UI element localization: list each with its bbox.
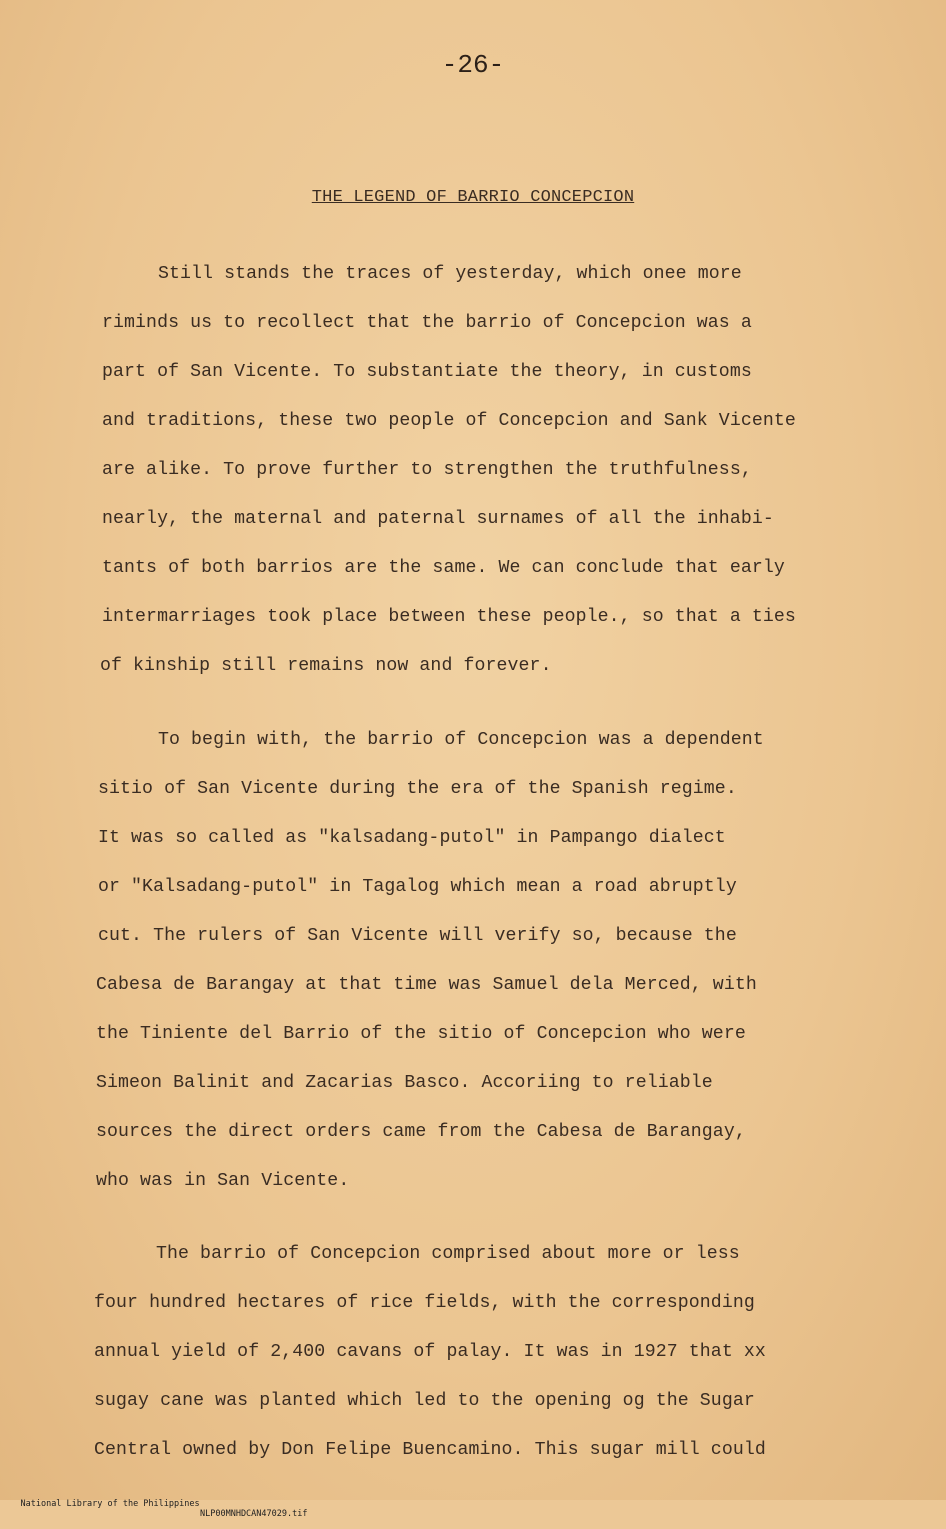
text-line: Simeon Balinit and Zacarias Basco. Accoriing to reliable xyxy=(96,1073,713,1093)
text-line: or "Kalsadang-putol" in Tagalog which mean a road abruptly xyxy=(98,877,737,897)
document-title: THE LEGEND OF BARRIO CONCEPCION xyxy=(311,188,635,207)
text-line: sources the direct orders came from the Cabesa de Barangay, xyxy=(96,1122,746,1142)
text-line: who was in San Vicente. xyxy=(96,1171,350,1191)
page-number: -26- xyxy=(441,50,505,80)
text-line: annual yield of 2,400 cavans of palay. It was in 1927 that xx xyxy=(94,1342,766,1362)
text-line: intermarriages took place between these people., so that a ties xyxy=(102,607,796,627)
text-line: are alike. To prove further to strengthen the truthfulness, xyxy=(102,460,752,480)
text-line: sitio of San Vicente during the era of the Spanish regime. xyxy=(98,779,737,799)
text-line: nearly, the maternal and paternal surnames of all the inhabi- xyxy=(102,509,774,529)
text-line: part of San Vicente. To substantiate the theory, in customs xyxy=(102,362,752,382)
footer-filename: NLP00MNHDCAN47029.tif xyxy=(200,1509,308,1519)
text-line: sugay cane was planted which led to the opening og the Sugar xyxy=(94,1391,755,1411)
text-line: four hundred hectares of rice fields, with the corresponding xyxy=(94,1293,755,1313)
text-line: and traditions, these two people of Concepcion and Sank Vicente xyxy=(102,411,796,431)
footer-library: National Library of the Philippines xyxy=(20,1499,200,1509)
text-line: cut. The rulers of San Vicente will verify so, because the xyxy=(98,926,737,946)
text-line: Still stands the traces of yesterday, which onee more xyxy=(158,264,742,284)
text-line: tants of both barrios are the same. We can conclude that early xyxy=(102,558,785,578)
text-line: To begin with, the barrio of Concepcion was a dependent xyxy=(158,730,764,750)
scan-footer xyxy=(0,1489,308,1529)
text-line: It was so called as "kalsadang-putol" in Pampango dialect xyxy=(98,828,726,848)
text-line: Central owned by Don Felipe Buencamino. This sugar mill could xyxy=(94,1440,766,1460)
text-line: The barrio of Concepcion comprised about more or less xyxy=(156,1244,740,1264)
text-line: riminds us to recollect that the barrio of Concepcion was a xyxy=(102,313,752,333)
text-line: Cabesa de Barangay at that time was Samuel dela Merced, with xyxy=(96,975,757,995)
text-line: the Tiniente del Barrio of the sitio of Concepcion who were xyxy=(96,1024,746,1044)
text-line: of kinship still remains now and forever. xyxy=(100,656,552,676)
